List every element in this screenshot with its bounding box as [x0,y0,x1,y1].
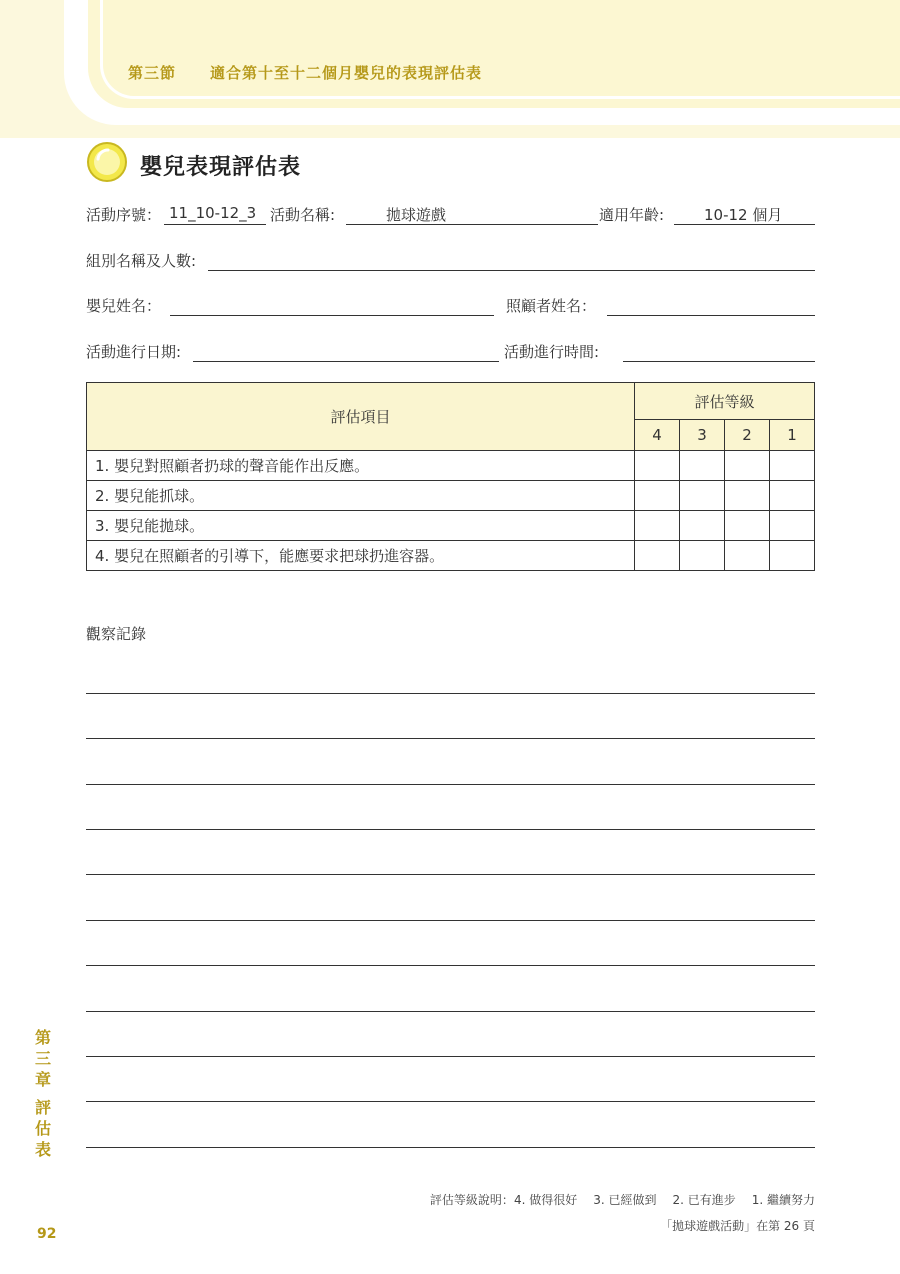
legend-item: 1. 繼續努力 [751,1193,815,1207]
grade-cell[interactable] [725,451,770,481]
legend-item: 3. 已經做到 [593,1193,657,1207]
table-header-row [87,383,815,420]
circle-bullet-icon [86,141,128,183]
grade-header: 評估等級 [635,383,815,420]
item-header: 評估項目 [87,383,635,451]
item-cell: 1. 嬰兒對照顧者扔球的聲音能作出反應。 [87,451,635,481]
age-label: 適用年齡: [599,206,665,224]
observation-line[interactable] [86,829,815,830]
grade-cell[interactable] [770,541,815,571]
topic-char: 表 [34,1140,51,1159]
activity-no-label: 活動序號： [86,206,162,224]
observation-line[interactable] [86,965,815,966]
chapter-char: 三 [34,1049,51,1068]
evaluation-table [86,382,815,571]
legend-item: 2. 已有進步 [672,1193,736,1207]
chapter-marker [33,1027,53,1090]
section-header [128,62,482,83]
observation-line[interactable] [86,693,815,694]
date-label: 活動進行日期: [86,343,182,361]
grade-legend [430,1191,815,1208]
group-label: 組別名稱及人數: [86,252,197,270]
form-title: 嬰兒表現評估表 [140,155,302,180]
observation-line[interactable] [86,784,815,785]
table-row [87,481,815,511]
item-cell: 3. 嬰兒能拋球。 [87,511,635,541]
grade-cell[interactable] [635,481,680,511]
activity-name-value: 拋球遊戲 [386,206,447,224]
legend-label: 評估等級說明： [429,1193,514,1207]
age-value: 10-12 個月 [704,206,783,224]
observation-line[interactable] [86,1101,815,1102]
names-row [86,293,816,319]
page-number: 92 [37,1226,57,1242]
carer-name-label: 照顧者姓名： [506,297,597,315]
grade-2-header: 2 [725,420,770,451]
topic-marker [33,1097,53,1160]
carer-name-field[interactable] [607,295,815,316]
group-field[interactable] [208,250,815,271]
activity-info-row [86,202,816,228]
time-label: 活動進行時間: [504,343,600,361]
grade-cell[interactable] [680,481,725,511]
activity-name-field[interactable] [346,204,598,225]
grade-cell[interactable] [680,511,725,541]
grade-cell[interactable] [635,541,680,571]
datetime-row [86,339,816,365]
baby-name-label: 嬰兒姓名： [86,297,162,315]
table-row [87,541,815,571]
header-outline [100,0,900,99]
topic-char: 估 [34,1119,51,1138]
grade-4-header: 4 [635,420,680,451]
date-field[interactable] [193,341,499,362]
grade-cell[interactable] [770,481,815,511]
grade-cell[interactable] [680,451,725,481]
observation-title: 觀察記錄 [86,625,147,643]
table-row [87,511,815,541]
topic-char: 評 [34,1098,51,1117]
table-row [87,451,815,481]
grade-3-header: 3 [680,420,725,451]
grade-cell[interactable] [770,511,815,541]
item-cell: 2. 嬰兒能抓球。 [87,481,635,511]
legend-item: 4. 做得很好 [513,1193,578,1207]
chapter-char: 第 [34,1028,51,1047]
item-cell: 4. 嬰兒在照顧者的引導下，能應要求把球扔進容器。 [87,541,635,571]
activity-name-label: 活動名稱: [270,206,336,224]
grade-cell[interactable] [770,451,815,481]
observation-line[interactable] [86,1056,815,1057]
time-field[interactable] [623,341,815,362]
observation-line[interactable] [86,1011,815,1012]
section-title: 適合第十至十二個月嬰兒的表現評估表 [210,64,483,82]
grade-1-header: 1 [770,420,815,451]
observation-line[interactable] [86,874,815,875]
grade-cell[interactable] [680,541,725,571]
group-row [86,248,816,274]
section-label: 第三節 [128,64,177,82]
grade-cell[interactable] [635,451,680,481]
observation-line[interactable] [86,920,815,921]
grade-cell[interactable] [725,511,770,541]
activity-no-value: 11_10-12_3 [169,204,257,222]
observation-line[interactable] [86,1147,815,1148]
grade-cell[interactable] [725,541,770,571]
baby-name-field[interactable] [170,295,494,316]
page-reference: 「拋球遊戲活動」在第 26 頁 [660,1219,815,1233]
observation-line[interactable] [86,738,815,739]
grade-cell[interactable] [635,511,680,541]
grade-cell[interactable] [725,481,770,511]
chapter-char: 章 [34,1070,51,1089]
